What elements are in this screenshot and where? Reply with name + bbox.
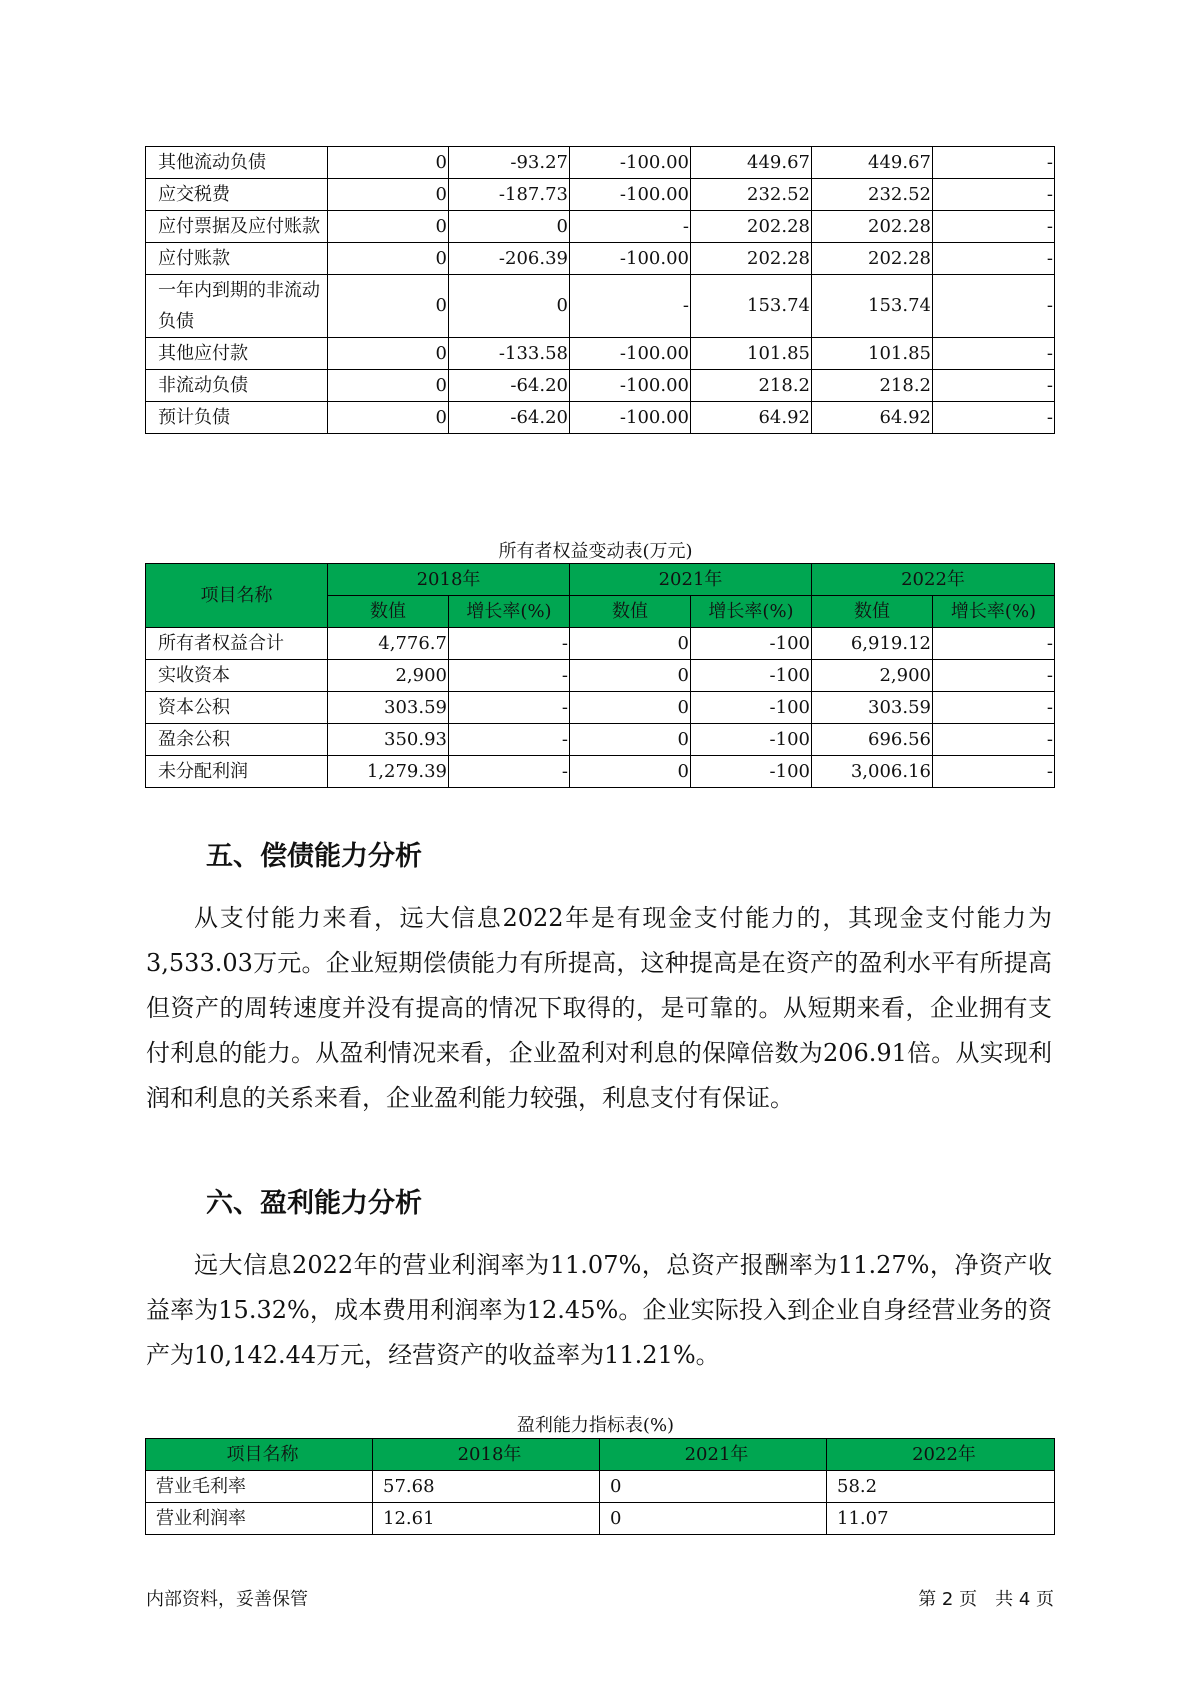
cell-value: 0 (449, 275, 570, 338)
footer-confidential-note: 内部资料，妥善保管 (146, 1589, 308, 1610)
section-6-heading: 六、盈利能力分析 (206, 1188, 422, 1219)
cell-value: 0 (600, 1471, 827, 1503)
header-value: 数值 (328, 596, 449, 628)
table-row (146, 756, 1055, 788)
row-label: 营业毛利率 (146, 1471, 373, 1503)
header-item-name: 项目名称 (146, 564, 328, 628)
cell-value: - (933, 179, 1055, 211)
cell-value: 0 (570, 692, 691, 724)
table-row (146, 660, 1055, 692)
cell-value: 350.93 (328, 724, 449, 756)
cell-value: -100.00 (570, 147, 691, 179)
cell-value: 2,900 (328, 660, 449, 692)
cell-value: - (933, 243, 1055, 275)
cell-value: 0 (328, 402, 449, 434)
cell-value: - (570, 275, 691, 338)
cell-growth: -100 (691, 660, 812, 692)
row-label: 其他应付款 (146, 338, 328, 370)
row-label: 未分配利润 (146, 756, 328, 788)
row-label: 营业利润率 (146, 1503, 373, 1535)
header-year-2021: 2021年 (600, 1439, 827, 1471)
cell-value: 0 (570, 660, 691, 692)
row-label: 预计负债 (146, 402, 328, 434)
cell-value: 0 (328, 370, 449, 402)
cell-value: - (933, 275, 1055, 338)
header-value: 数值 (570, 596, 691, 628)
table-row (146, 370, 1055, 402)
row-label: 应付票据及应付账款 (146, 211, 328, 243)
table-row (146, 628, 1055, 660)
table-row (146, 692, 1055, 724)
cell-value: 11.07 (827, 1503, 1055, 1535)
cell-value: - (933, 147, 1055, 179)
cell-growth: - (449, 660, 570, 692)
row-label: 盈余公积 (146, 724, 328, 756)
cell-value: - (570, 211, 691, 243)
cell-growth: - (933, 628, 1055, 660)
table-row (146, 1503, 1055, 1535)
cell-value: 153.74 (812, 275, 933, 338)
cell-growth: -100 (691, 692, 812, 724)
cell-value: 232.52 (691, 179, 812, 211)
cell-value: -100.00 (570, 179, 691, 211)
cell-value: 0 (449, 211, 570, 243)
cell-growth: - (449, 628, 570, 660)
cell-value: 232.52 (812, 179, 933, 211)
row-label: 其他流动负债 (146, 147, 328, 179)
header-value: 数值 (812, 596, 933, 628)
cell-value: 101.85 (691, 338, 812, 370)
cell-value: -100.00 (570, 243, 691, 275)
header-growth: 增长率(%) (933, 596, 1055, 628)
row-label: 实收资本 (146, 660, 328, 692)
cell-value: -93.27 (449, 147, 570, 179)
section-5-paragraph: 从支付能力来看，远大信息2022年是有现金支付能力的，其现金支付能力为3,533.03万元。企业短期偿债能力有所提高，这种提高是在资产的盈利水平有所提高但资产的周转速度并没有提高的情况下取得的，是可靠的。从短期来看，企业拥有支付利息的能力。从盈利情况来看，企业盈利对利息的保障倍数为206.91倍。从实现利润和利息的关系来看，企业盈利能力较强，利息支付有保证。 (146, 904, 1052, 1112)
cell-value: 202.28 (812, 211, 933, 243)
cell-growth: -100 (691, 628, 812, 660)
cell-value: 303.59 (812, 692, 933, 724)
cell-value: 6,919.12 (812, 628, 933, 660)
cell-value: 57.68 (373, 1471, 600, 1503)
cell-value: 303.59 (328, 692, 449, 724)
header-year-2022: 2022年 (812, 564, 1055, 596)
section-6-paragraph: 远大信息2022年的营业利润率为11.07%，总资产报酬率为11.27%，净资产收益率为15.32%，成本费用利润率为12.45%。企业实际投入到企业自身经营业务的资产为10,142.44万元，经营资产的收益率为11.21%。 (146, 1251, 1052, 1369)
cell-value: 696.56 (812, 724, 933, 756)
row-label: 所有者权益合计 (146, 628, 328, 660)
row-label: 非流动负债 (146, 370, 328, 402)
cell-value: - (933, 338, 1055, 370)
header-year-2021: 2021年 (570, 564, 812, 596)
cell-growth: - (933, 692, 1055, 724)
cell-value: 1,279.39 (328, 756, 449, 788)
cell-value: -133.58 (449, 338, 570, 370)
cell-value: 58.2 (827, 1471, 1055, 1503)
profit-table-caption: 盈利能力指标表(%) (516, 1415, 675, 1436)
cell-value: -64.20 (449, 370, 570, 402)
cell-growth: - (449, 692, 570, 724)
section-5-heading: 五、偿债能力分析 (206, 841, 422, 872)
table-row (146, 179, 1055, 211)
table-row (146, 243, 1055, 275)
cell-value: - (933, 370, 1055, 402)
cell-value: 4,776.7 (328, 628, 449, 660)
row-label: 资本公积 (146, 692, 328, 724)
cell-value: 449.67 (691, 147, 812, 179)
cell-value: 0 (328, 179, 449, 211)
cell-value: 2,900 (812, 660, 933, 692)
cell-growth: - (449, 756, 570, 788)
cell-value: 202.28 (691, 211, 812, 243)
cell-value: 202.28 (691, 243, 812, 275)
header-year-2022: 2022年 (827, 1439, 1055, 1471)
cell-value: -100.00 (570, 402, 691, 434)
cell-value: -100.00 (570, 370, 691, 402)
table-row (146, 147, 1055, 179)
cell-value: -187.73 (449, 179, 570, 211)
cell-value: - (933, 402, 1055, 434)
cell-growth: - (933, 756, 1055, 788)
table-row (146, 275, 1055, 338)
cell-growth: - (449, 724, 570, 756)
cell-value: 218.2 (812, 370, 933, 402)
cell-growth: -100 (691, 756, 812, 788)
row-label: 应交税费 (146, 179, 328, 211)
liabilities-table (145, 146, 1055, 434)
cell-value: 0 (328, 243, 449, 275)
row-label: 一年内到期的非流动负债 (146, 275, 328, 338)
footer-page-number: 第 2 页 共 4 页 (918, 1589, 1054, 1610)
table-row (146, 338, 1055, 370)
cell-value: - (933, 211, 1055, 243)
cell-value: -100.00 (570, 338, 691, 370)
cell-value: 0 (600, 1503, 827, 1535)
header-growth: 增长率(%) (449, 596, 570, 628)
cell-value: 12.61 (373, 1503, 600, 1535)
header-growth: 增长率(%) (691, 596, 812, 628)
cell-value: 0 (328, 275, 449, 338)
cell-value: 64.92 (691, 402, 812, 434)
table-row (146, 402, 1055, 434)
cell-value: 449.67 (812, 147, 933, 179)
cell-value: 0 (570, 756, 691, 788)
table-row (146, 1471, 1055, 1503)
header-year-2018: 2018年 (373, 1439, 600, 1471)
cell-value: 64.92 (812, 402, 933, 434)
cell-value: 0 (328, 211, 449, 243)
cell-value: 153.74 (691, 275, 812, 338)
cell-value: 101.85 (812, 338, 933, 370)
cell-value: -64.20 (449, 402, 570, 434)
cell-value: 218.2 (691, 370, 812, 402)
cell-value: 0 (328, 338, 449, 370)
equity-table-caption: 所有者权益变动表(万元) (498, 541, 693, 562)
header-year-2018: 2018年 (328, 564, 570, 596)
equity-table (145, 563, 1055, 788)
cell-growth: - (933, 660, 1055, 692)
row-label: 应付账款 (146, 243, 328, 275)
table-row (146, 211, 1055, 243)
cell-value: 0 (328, 147, 449, 179)
cell-value: 3,006.16 (812, 756, 933, 788)
cell-growth: -100 (691, 724, 812, 756)
table-row (146, 724, 1055, 756)
cell-growth: - (933, 724, 1055, 756)
header-item-name: 项目名称 (146, 1439, 373, 1471)
cell-value: 202.28 (812, 243, 933, 275)
cell-value: 0 (570, 628, 691, 660)
profit-table (145, 1438, 1055, 1535)
cell-value: 0 (570, 724, 691, 756)
cell-value: -206.39 (449, 243, 570, 275)
